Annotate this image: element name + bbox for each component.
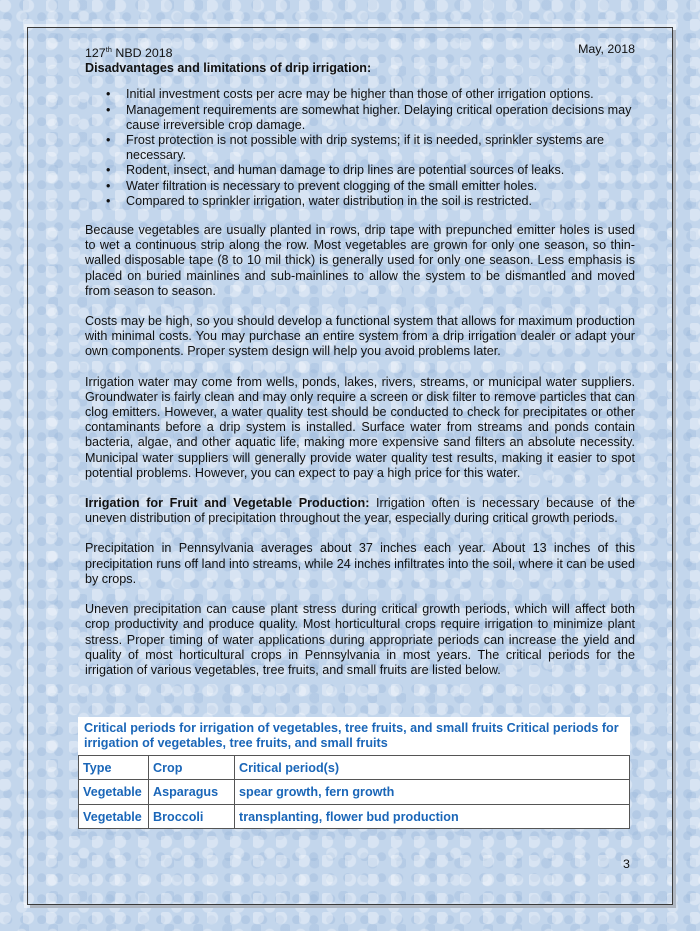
header-number: 127 [85, 46, 106, 60]
header-left [85, 42, 173, 61]
bullet-item: • Water filtration is necessary to prevent clogging of the small emitter holes. [106, 179, 635, 194]
bullet-item: • Initial investment costs per acre may be higher than those of other irrigation options. [106, 87, 635, 102]
bullet-item: • Rodent, insect, and human damage to drip lines are potential sources of leaks. [106, 163, 635, 178]
bullet-item: • Frost protection is not possible with drip systems; if it is needed, sprinkler systems are necessary. [106, 133, 635, 163]
critical-periods-table [78, 755, 630, 830]
running-header [85, 42, 635, 61]
inline-heading: Irrigation for Fruit and Vegetable Production: [85, 496, 370, 511]
page-content [85, 42, 635, 678]
table-header-cell: Crop [149, 755, 235, 780]
paragraph-drip-tape: Because vegetables are usually planted in rows, drip tape with prepunched emitter holes is used to wet a continuous strip along the row. Most vegetables are grown for only one season, so thin-walled disposable tape (8 to 10 mil thick) is generally used for only one season. Less emphasis is placed on buried mainlines and sub-mainlines to allow the system to be dismantled and moved from season to season. [85, 223, 635, 298]
paragraph-water-sources: Irrigation water may come from wells, ponds, lakes, rivers, streams, or municipal water suppliers. Groundwater is fairly clean and may only require a screen or disk filter to remove particles that can clog emitters. However, a water quality test should be conducted to check for precipitates or other contaminants before a drip system is installed. Surface water from streams and ponds contain bacteria, algae, and other aquatic life, making more expensive sand filters an absolute necessity. Municipal water suppliers will generally provide water quality test results, making it easier to spot potential problems. However, you can expect to pay a high price for this water. [85, 374, 635, 480]
table-header-cell: Critical period(s) [235, 755, 630, 780]
bullet-list [106, 87, 635, 209]
table-caption: Critical periods for irrigation of vegetables, tree fruits, and small fruits Critical periods for irrigation of vegetables, tree fruits, and small fruits [84, 721, 619, 751]
paragraph-uneven-precipitation: Uneven precipitation can cause plant stress during critical growth periods, which will affect both crop productivity and produce quality. Most horticultural crops require irrigation to minimize plant stress. Proper timing of water applications during appropriate periods can increase the yield and quality of most horticultural crops in Pennsylvania in most years. The critical periods for the irrigation of various vegetables, tree fruits, and small fruits are listed below. [85, 602, 635, 677]
header-date: May, 2018 [578, 42, 635, 56]
header-superscript: th [105, 45, 112, 54]
bullet-item: • Compared to sprinkler irrigation, water distribution in the soil is restricted. [106, 194, 635, 209]
table-cell: Vegetable [79, 780, 149, 805]
table-header-cell: Type [79, 755, 149, 780]
paragraph-text: Irrigation often is necessary because of the uneven distribution of precipitation throughout the year, especially during critical growth periods. [85, 496, 635, 526]
critical-periods-table-block [78, 717, 630, 829]
table-cell: Broccoli [149, 804, 235, 829]
table-header-row [79, 755, 630, 780]
table-row [79, 780, 630, 805]
paragraph-costs: Costs may be high, so you should develop a functional system that allows for maximum production with minimal costs. You may purchase an entire system from a drip irrigation dealer or adapt your own components. Proper system design will help you avoid problems later. [85, 314, 635, 359]
page-number: 3 [623, 857, 630, 871]
header-title: NBD 2018 [111, 46, 173, 60]
paragraph-precipitation: Precipitation in Pennsylvania averages about 37 inches each year. About 13 inches of this precipitation runs off land into streams, while 24 inches infiltrates into the soil, where it can be used by crops. [85, 541, 635, 586]
table-cell: Vegetable [79, 804, 149, 829]
table-cell: transplanting, flower bud production [235, 804, 630, 829]
table-cell: spear growth, fern growth [235, 780, 630, 805]
section-heading: Disadvantages and limitations of drip irrigation: [85, 61, 372, 76]
bullet-item: • Management requirements are somewhat higher. Delaying critical operation decisions may cause irreversible crop damage. [106, 103, 635, 133]
paragraph-fruit-vegetable [85, 496, 635, 526]
table-cell: Asparagus [149, 780, 235, 805]
table-row [79, 804, 630, 829]
